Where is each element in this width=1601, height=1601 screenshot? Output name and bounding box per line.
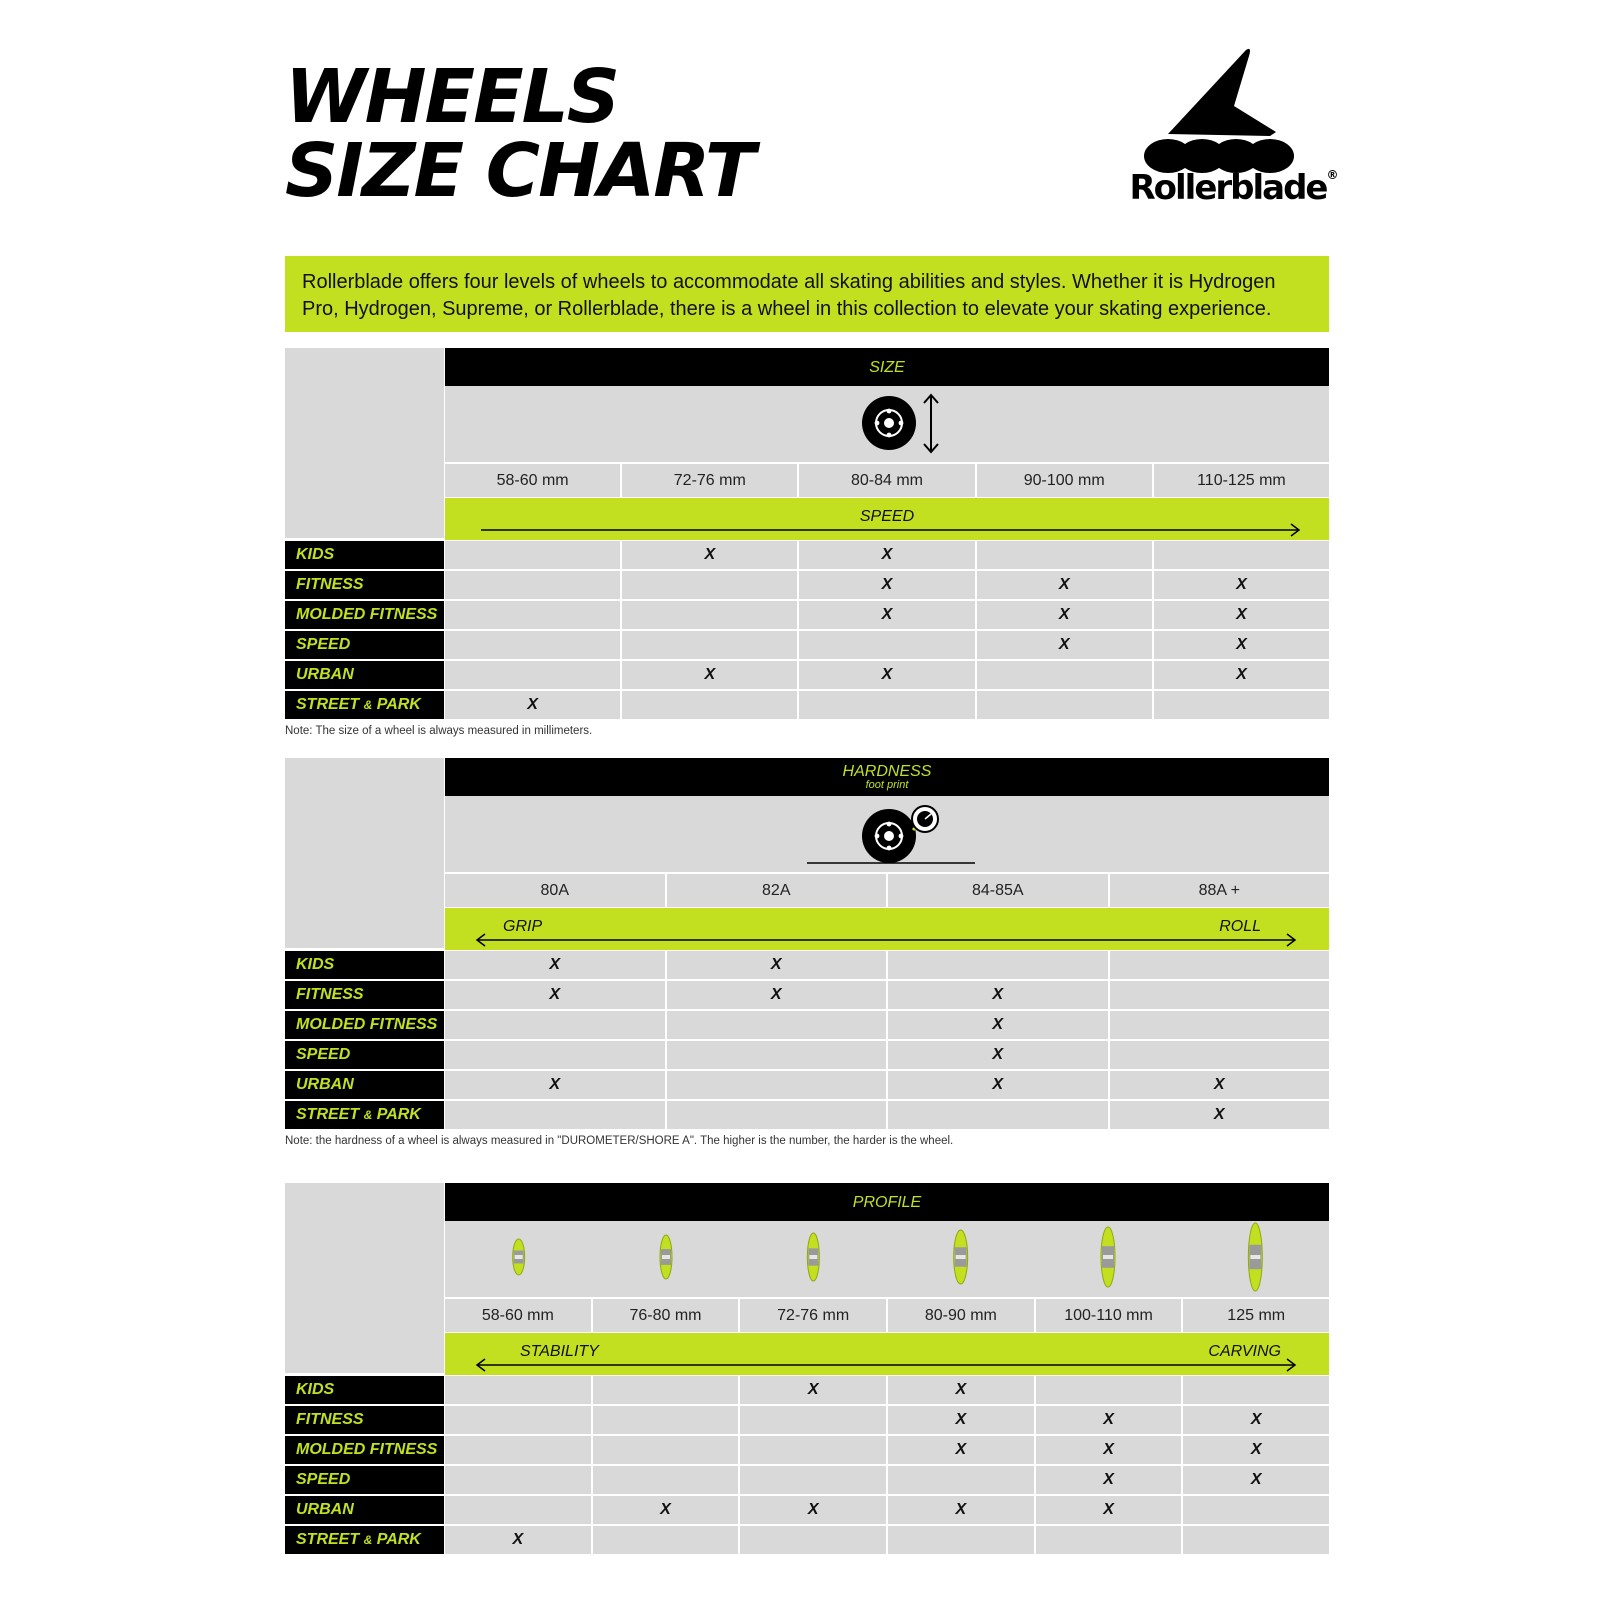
table-cell: X xyxy=(888,1406,1034,1434)
table-cell: X xyxy=(593,1496,739,1524)
table-cell: X xyxy=(740,1376,886,1404)
table-cell: X xyxy=(1183,1406,1329,1434)
row-label: KIDS xyxy=(285,1376,444,1404)
row-cells xyxy=(445,661,1329,689)
wheel-profile-icon xyxy=(445,1221,1329,1297)
hardness-note: Note: the hardness of a wheel is always measured in "DUROMETER/SHORE A". The higher is the number, the harder is the wheel. xyxy=(285,1135,954,1147)
table-cell xyxy=(1110,981,1330,1009)
row-cells xyxy=(445,691,1329,719)
hardness-row-kids xyxy=(285,951,1329,979)
profile-column-header: 76-80 mm xyxy=(593,1299,739,1332)
hardness-column-header: 80A xyxy=(445,874,665,907)
table-cell: X xyxy=(622,541,797,569)
title-line-2: SIZE CHART xyxy=(285,128,754,214)
table-cell xyxy=(740,1436,886,1464)
table-cell: X xyxy=(667,951,887,979)
table-cell xyxy=(1110,1041,1330,1069)
stability-label: STABILITY xyxy=(520,1343,599,1360)
table-cell xyxy=(740,1526,886,1554)
table-cell: X xyxy=(1154,661,1329,689)
table-cell xyxy=(799,691,974,719)
table-cell: X xyxy=(799,571,974,599)
size-icon-area xyxy=(445,386,1329,462)
row-label-part: STREET xyxy=(296,1531,360,1548)
row-cells xyxy=(445,1041,1329,1069)
table-cell xyxy=(593,1436,739,1464)
table-cell xyxy=(1183,1376,1329,1404)
table-cell xyxy=(667,1011,887,1039)
size-row-molded-fitness xyxy=(285,601,1329,629)
wheel-profile-icon xyxy=(954,1230,968,1284)
wheel-profile-icon xyxy=(513,1239,525,1275)
profile-columns xyxy=(445,1299,1329,1332)
table-cell xyxy=(622,631,797,659)
table-cell xyxy=(445,1376,591,1404)
row-cells xyxy=(445,631,1329,659)
carving-label: CARVING xyxy=(1208,1343,1281,1360)
table-cell: X xyxy=(1110,1101,1330,1129)
table-cell: X xyxy=(888,1041,1108,1069)
row-label: URBAN xyxy=(285,1496,444,1524)
row-label: MOLDED FITNESS xyxy=(285,601,444,629)
row-label: KIDS xyxy=(285,951,444,979)
profile-corner xyxy=(285,1183,444,1373)
table-cell xyxy=(977,541,1152,569)
title-line-1: WHEELS xyxy=(285,54,619,140)
table-cell: X xyxy=(445,691,620,719)
table-cell: X xyxy=(1036,1466,1182,1494)
wheel-profile-icon xyxy=(660,1235,672,1279)
size-column-header: 110-125 mm xyxy=(1154,464,1329,497)
profile-rows xyxy=(285,1376,1329,1556)
intro-banner: Rollerblade offers four levels of wheels to accommodate all skating abilities and styles. Whether it is Hydrogen Pro, Hydrogen, Supreme, or Rollerblade, there is a wheel in this collection to elevate your skating experience. xyxy=(285,256,1329,332)
stability-carving-bar xyxy=(445,1333,1329,1375)
table-cell xyxy=(445,601,620,629)
table-cell: X xyxy=(1036,1406,1182,1434)
table-cell xyxy=(667,1041,887,1069)
size-note: Note: The size of a wheel is always measured in millimeters. xyxy=(285,725,593,737)
row-cells xyxy=(445,951,1329,979)
row-label: SPEED xyxy=(285,1466,444,1494)
hardness-columns xyxy=(445,874,1329,907)
row-cells xyxy=(445,541,1329,569)
table-cell: X xyxy=(888,1436,1034,1464)
profile-header xyxy=(445,1183,1329,1221)
row-cells xyxy=(445,1526,1329,1554)
row-cells xyxy=(445,571,1329,599)
table-cell xyxy=(445,1496,591,1524)
table-cell xyxy=(445,541,620,569)
row-label-amp: & xyxy=(363,698,373,712)
row-cells xyxy=(445,1071,1329,1099)
size-rows xyxy=(285,541,1329,721)
row-cells xyxy=(445,1496,1329,1524)
table-cell xyxy=(888,951,1108,979)
size-row-speed xyxy=(285,631,1329,659)
table-cell xyxy=(445,1406,591,1434)
profile-header-label: PROFILE xyxy=(852,1194,922,1211)
table-cell xyxy=(1110,1011,1330,1039)
profile-column-header: 58-60 mm xyxy=(445,1299,591,1332)
table-cell xyxy=(667,1071,887,1099)
table-cell xyxy=(1183,1496,1329,1524)
table-cell: X xyxy=(622,661,797,689)
table-cell: X xyxy=(888,1496,1034,1524)
table-cell: X xyxy=(1183,1466,1329,1494)
table-cell: X xyxy=(799,541,974,569)
table-cell xyxy=(1154,541,1329,569)
row-cells xyxy=(445,1101,1329,1129)
row-label xyxy=(285,1101,444,1129)
profile-section xyxy=(285,1183,1329,1555)
table-cell: X xyxy=(799,601,974,629)
size-row-fitness xyxy=(285,571,1329,599)
hardness-corner xyxy=(285,758,444,948)
grip-roll-arrow-icon xyxy=(445,908,1329,950)
wheel-profile-icon xyxy=(807,1233,819,1281)
table-cell xyxy=(977,661,1152,689)
row-label: MOLDED FITNESS xyxy=(285,1436,444,1464)
profile-row-speed xyxy=(285,1466,1329,1494)
table-cell xyxy=(622,601,797,629)
table-cell xyxy=(593,1376,739,1404)
table-cell xyxy=(1110,951,1330,979)
row-cells xyxy=(445,1376,1329,1404)
table-cell xyxy=(445,661,620,689)
row-cells xyxy=(445,981,1329,1009)
profile-row-urban xyxy=(285,1496,1329,1524)
hardness-column-header: 88A + xyxy=(1110,874,1330,907)
wheel-diameter-icon xyxy=(445,386,1329,462)
size-header-label: SIZE xyxy=(869,359,905,376)
table-cell xyxy=(888,1526,1034,1554)
table-cell xyxy=(445,1041,665,1069)
table-cell: X xyxy=(799,661,974,689)
size-header xyxy=(445,348,1329,386)
table-cell xyxy=(740,1466,886,1494)
hardness-section xyxy=(285,758,1329,1130)
speed-label: SPEED xyxy=(859,508,915,525)
table-cell: X xyxy=(1036,1436,1182,1464)
hardness-rows xyxy=(285,951,1329,1131)
table-cell: X xyxy=(1154,601,1329,629)
brand-name: Rollerblade xyxy=(1129,168,1327,208)
profile-column-header: 72-76 mm xyxy=(740,1299,886,1332)
table-cell xyxy=(622,691,797,719)
table-cell xyxy=(977,691,1152,719)
table-cell: X xyxy=(1154,571,1329,599)
row-label-part: STREET xyxy=(296,696,360,713)
hardness-row-fitness xyxy=(285,981,1329,1009)
profile-column-header: 100-110 mm xyxy=(1036,1299,1182,1332)
table-cell: X xyxy=(1036,1496,1182,1524)
table-cell: X xyxy=(740,1496,886,1524)
size-corner xyxy=(285,348,444,538)
table-cell xyxy=(593,1406,739,1434)
skate-logo-icon xyxy=(1128,46,1338,176)
table-cell xyxy=(1183,1526,1329,1554)
row-label: FITNESS xyxy=(285,981,444,1009)
row-label: URBAN xyxy=(285,1071,444,1099)
profile-icon-area xyxy=(445,1221,1329,1297)
row-cells xyxy=(445,1436,1329,1464)
row-cells xyxy=(445,1466,1329,1494)
table-cell: X xyxy=(1110,1071,1330,1099)
size-row-street-park xyxy=(285,691,1329,719)
table-cell xyxy=(1036,1376,1182,1404)
profile-column-header: 125 mm xyxy=(1183,1299,1329,1332)
size-row-urban xyxy=(285,661,1329,689)
table-cell: X xyxy=(977,631,1152,659)
table-cell xyxy=(593,1526,739,1554)
table-cell xyxy=(445,1466,591,1494)
table-cell: X xyxy=(888,981,1108,1009)
wheel-profile-icon xyxy=(1101,1227,1115,1287)
table-cell xyxy=(445,571,620,599)
table-cell: X xyxy=(977,601,1152,629)
row-label-amp: & xyxy=(363,1533,373,1547)
table-cell: X xyxy=(445,1071,665,1099)
hardness-header-label: HARDNESS xyxy=(842,763,932,780)
hardness-row-molded-fitness xyxy=(285,1011,1329,1039)
table-cell xyxy=(888,1101,1108,1129)
row-cells xyxy=(445,601,1329,629)
table-cell xyxy=(445,631,620,659)
row-label: SPEED xyxy=(285,1041,444,1069)
table-cell xyxy=(445,1011,665,1039)
table-cell: X xyxy=(888,1011,1108,1039)
row-label: FITNESS xyxy=(285,1406,444,1434)
table-cell: X xyxy=(888,1071,1108,1099)
profile-row-street-park xyxy=(285,1526,1329,1554)
table-cell: X xyxy=(445,1526,591,1554)
grip-label: GRIP xyxy=(503,918,543,935)
table-cell: X xyxy=(888,1376,1034,1404)
grip-roll-bar xyxy=(445,908,1329,950)
table-cell: X xyxy=(445,981,665,1009)
table-cell xyxy=(622,571,797,599)
table-cell: X xyxy=(1183,1436,1329,1464)
row-label-amp: & xyxy=(363,1108,373,1122)
row-label xyxy=(285,1526,444,1554)
table-cell xyxy=(1154,691,1329,719)
table-cell xyxy=(799,631,974,659)
profile-row-kids xyxy=(285,1376,1329,1404)
profile-row-fitness xyxy=(285,1406,1329,1434)
hardness-column-header: 82A xyxy=(667,874,887,907)
size-column-header: 72-76 mm xyxy=(622,464,797,497)
row-label-part: PARK xyxy=(376,696,421,713)
wheel-durometer-icon xyxy=(445,796,1329,872)
hardness-row-street-park xyxy=(285,1101,1329,1129)
hardness-column-header: 84-85A xyxy=(888,874,1108,907)
row-label: MOLDED FITNESS xyxy=(285,1011,444,1039)
row-label: FITNESS xyxy=(285,571,444,599)
table-cell xyxy=(888,1466,1034,1494)
size-section xyxy=(285,348,1329,720)
row-cells xyxy=(445,1011,1329,1039)
row-label-part: PARK xyxy=(376,1106,421,1123)
table-cell xyxy=(593,1466,739,1494)
row-cells xyxy=(445,1406,1329,1434)
row-label: SPEED xyxy=(285,631,444,659)
row-label xyxy=(285,691,444,719)
table-cell: X xyxy=(445,951,665,979)
hardness-row-urban xyxy=(285,1071,1329,1099)
hardness-icon-area xyxy=(445,796,1329,872)
page-title xyxy=(285,54,754,214)
roll-label: ROLL xyxy=(1219,918,1261,935)
size-columns xyxy=(445,464,1329,497)
wheel-profile-icon xyxy=(1248,1223,1262,1291)
table-cell xyxy=(1036,1526,1182,1554)
profile-row-molded-fitness xyxy=(285,1436,1329,1464)
table-cell xyxy=(445,1101,665,1129)
profile-column-header: 80-90 mm xyxy=(888,1299,1034,1332)
row-label-part: PARK xyxy=(376,1531,421,1548)
table-cell: X xyxy=(1154,631,1329,659)
rollerblade-logo xyxy=(1128,46,1338,216)
hardness-row-speed xyxy=(285,1041,1329,1069)
row-label: URBAN xyxy=(285,661,444,689)
speed-bar xyxy=(445,498,1329,540)
table-cell xyxy=(445,1436,591,1464)
table-cell xyxy=(667,1101,887,1129)
table-cell: X xyxy=(977,571,1152,599)
size-column-header: 58-60 mm xyxy=(445,464,620,497)
table-cell: X xyxy=(667,981,887,1009)
hardness-subheader: foot print xyxy=(865,779,909,791)
size-column-header: 90-100 mm xyxy=(977,464,1152,497)
table-cell xyxy=(740,1406,886,1434)
registered-mark: ® xyxy=(1326,168,1337,182)
size-row-kids xyxy=(285,541,1329,569)
row-label: KIDS xyxy=(285,541,444,569)
size-column-header: 80-84 mm xyxy=(799,464,974,497)
hardness-header xyxy=(445,758,1329,796)
row-label-part: STREET xyxy=(296,1106,360,1123)
